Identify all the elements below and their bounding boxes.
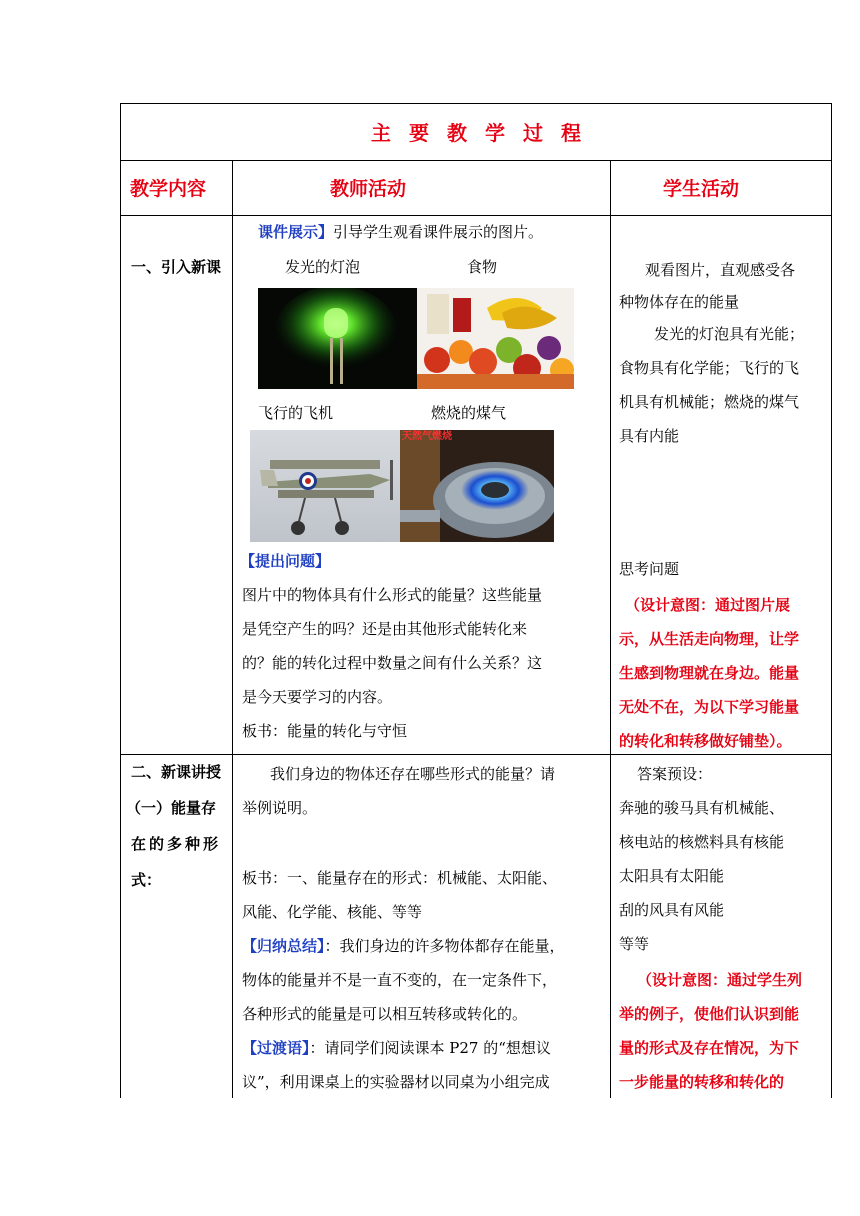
energy-line: 食物具有化学能；飞行的飞 bbox=[619, 359, 800, 377]
caption-gas: 燃烧的煤气 bbox=[431, 404, 507, 422]
design-intent-line: 无处不在，为以下学习能量 bbox=[619, 698, 800, 716]
design-intent-line: （设计意图：通过学生列 bbox=[637, 971, 803, 989]
bulb-image bbox=[258, 288, 417, 389]
summary-text: ：我们身边的许多物体都存在能量， bbox=[324, 937, 565, 955]
observe-line: 观看图片，直观感受各 bbox=[645, 261, 796, 279]
design-intent-line: （设计意图：通过图片展 bbox=[625, 596, 791, 614]
header-teacher: 教师活动 bbox=[330, 178, 407, 200]
gas-image-label: 天然气燃烧 bbox=[402, 431, 452, 442]
transition-line bbox=[242, 1031, 551, 1065]
board-line: 风能、化学能、核能、等等 bbox=[242, 903, 423, 921]
design-intent-line: 量的形式及存在情况，为下 bbox=[619, 1039, 800, 1057]
design-intent-line: 生感到物理就在身边。能量 bbox=[619, 664, 800, 682]
design-intent-line: 举的例子，使他们认识到能 bbox=[619, 1005, 800, 1023]
row2-content-line: 在的多种形 bbox=[131, 835, 222, 853]
row2-content-line: 式： bbox=[131, 871, 162, 889]
header-content: 教学内容 bbox=[130, 178, 207, 200]
food-image bbox=[417, 288, 574, 389]
courseware-line bbox=[258, 215, 543, 249]
answer-line: 答案预设： bbox=[637, 765, 713, 783]
table-border-right bbox=[831, 103, 832, 1098]
caption-food: 食物 bbox=[467, 258, 498, 276]
courseware-tag: 课件展示】 bbox=[258, 223, 334, 241]
food-graphic bbox=[417, 288, 574, 389]
intro-line: 我们身边的物体还存在哪些形式的能量？请 bbox=[270, 765, 556, 783]
summary-line bbox=[242, 929, 565, 963]
intro-line: 举例说明。 bbox=[242, 799, 318, 817]
question-tag: 【提出问题】 bbox=[240, 552, 331, 570]
col-divider-2 bbox=[610, 160, 611, 1098]
table-border-left bbox=[120, 103, 121, 1098]
answer-line: 刮的风具有风能 bbox=[619, 901, 725, 919]
row1-content-label: 一、引入新课 bbox=[131, 258, 222, 276]
row2-content-line: （一）能量存 bbox=[126, 799, 217, 817]
plane-graphic bbox=[250, 430, 400, 542]
transition-text: ：请同学们阅读课本 P27 的“想想议 bbox=[309, 1039, 551, 1057]
answer-line: 核电站的核燃料具有核能 bbox=[619, 833, 785, 851]
header-student: 学生活动 bbox=[663, 178, 740, 200]
summary-tag: 【归纳总结】 bbox=[242, 937, 325, 955]
board-line: 板书：一、能量存在的形式：机械能、太阳能、 bbox=[242, 869, 558, 887]
gas-flame-image bbox=[400, 430, 554, 542]
title-char: 学 bbox=[485, 121, 505, 145]
caption-plane: 飞行的飞机 bbox=[258, 404, 334, 422]
title-char: 教 bbox=[447, 121, 467, 145]
title-char: 要 bbox=[409, 121, 429, 145]
col-divider-1 bbox=[232, 160, 233, 1098]
bulb-graphic bbox=[258, 288, 417, 389]
design-intent-line: 的转化和转移做好铺垫）。 bbox=[619, 732, 792, 750]
answer-line: 太阳具有太阳能 bbox=[619, 867, 725, 885]
title-char: 主 bbox=[371, 121, 391, 145]
summary-line: 各种形式的能量是可以相互转移或转化的。 bbox=[242, 1005, 528, 1023]
design-intent-line: 一步能量的转移和转化的 bbox=[619, 1073, 785, 1091]
gas-flame-graphic bbox=[400, 430, 554, 542]
answer-line: 奔驰的骏马具有机械能、 bbox=[619, 799, 785, 817]
summary-line: 物体的能量并不是一直不变的，在一定条件下， bbox=[242, 971, 558, 989]
energy-line: 发光的灯泡具有光能； bbox=[654, 325, 805, 343]
energy-line: 具有内能 bbox=[619, 427, 680, 445]
title-char: 程 bbox=[561, 121, 581, 145]
plane-image bbox=[250, 430, 400, 542]
row2-content-line: 二、新课讲授 bbox=[131, 763, 222, 781]
question-line: 的？能的转化过程中数量之间有什么关系？这 bbox=[242, 654, 543, 672]
board-text: 板书：能量的转化与守恒 bbox=[242, 722, 408, 740]
energy-line: 机具有机械能；燃烧的煤气 bbox=[619, 393, 800, 411]
question-line: 是凭空产生的吗？还是由其他形式能转化来 bbox=[242, 620, 528, 638]
courseware-text: 引导学生观看课件展示的图片。 bbox=[333, 223, 544, 241]
think-text: 思考问题 bbox=[619, 560, 680, 578]
question-line: 是今天要学习的内容。 bbox=[242, 688, 393, 706]
transition-line: 议”，利用课桌上的实验器材以同桌为小组完成 bbox=[242, 1073, 550, 1091]
caption-bulb: 发光的灯泡 bbox=[285, 258, 361, 276]
question-line: 图片中的物体具有什么形式的能量？这些能量 bbox=[242, 586, 543, 604]
answer-line: 等等 bbox=[619, 935, 650, 953]
title-char: 过 bbox=[523, 121, 543, 145]
design-intent-line: 示，从生活走向物理，让学 bbox=[619, 630, 800, 648]
observe-line: 种物体存在的能量 bbox=[619, 293, 740, 311]
transition-tag: 【过渡语】 bbox=[242, 1039, 310, 1057]
table-title bbox=[120, 103, 832, 160]
